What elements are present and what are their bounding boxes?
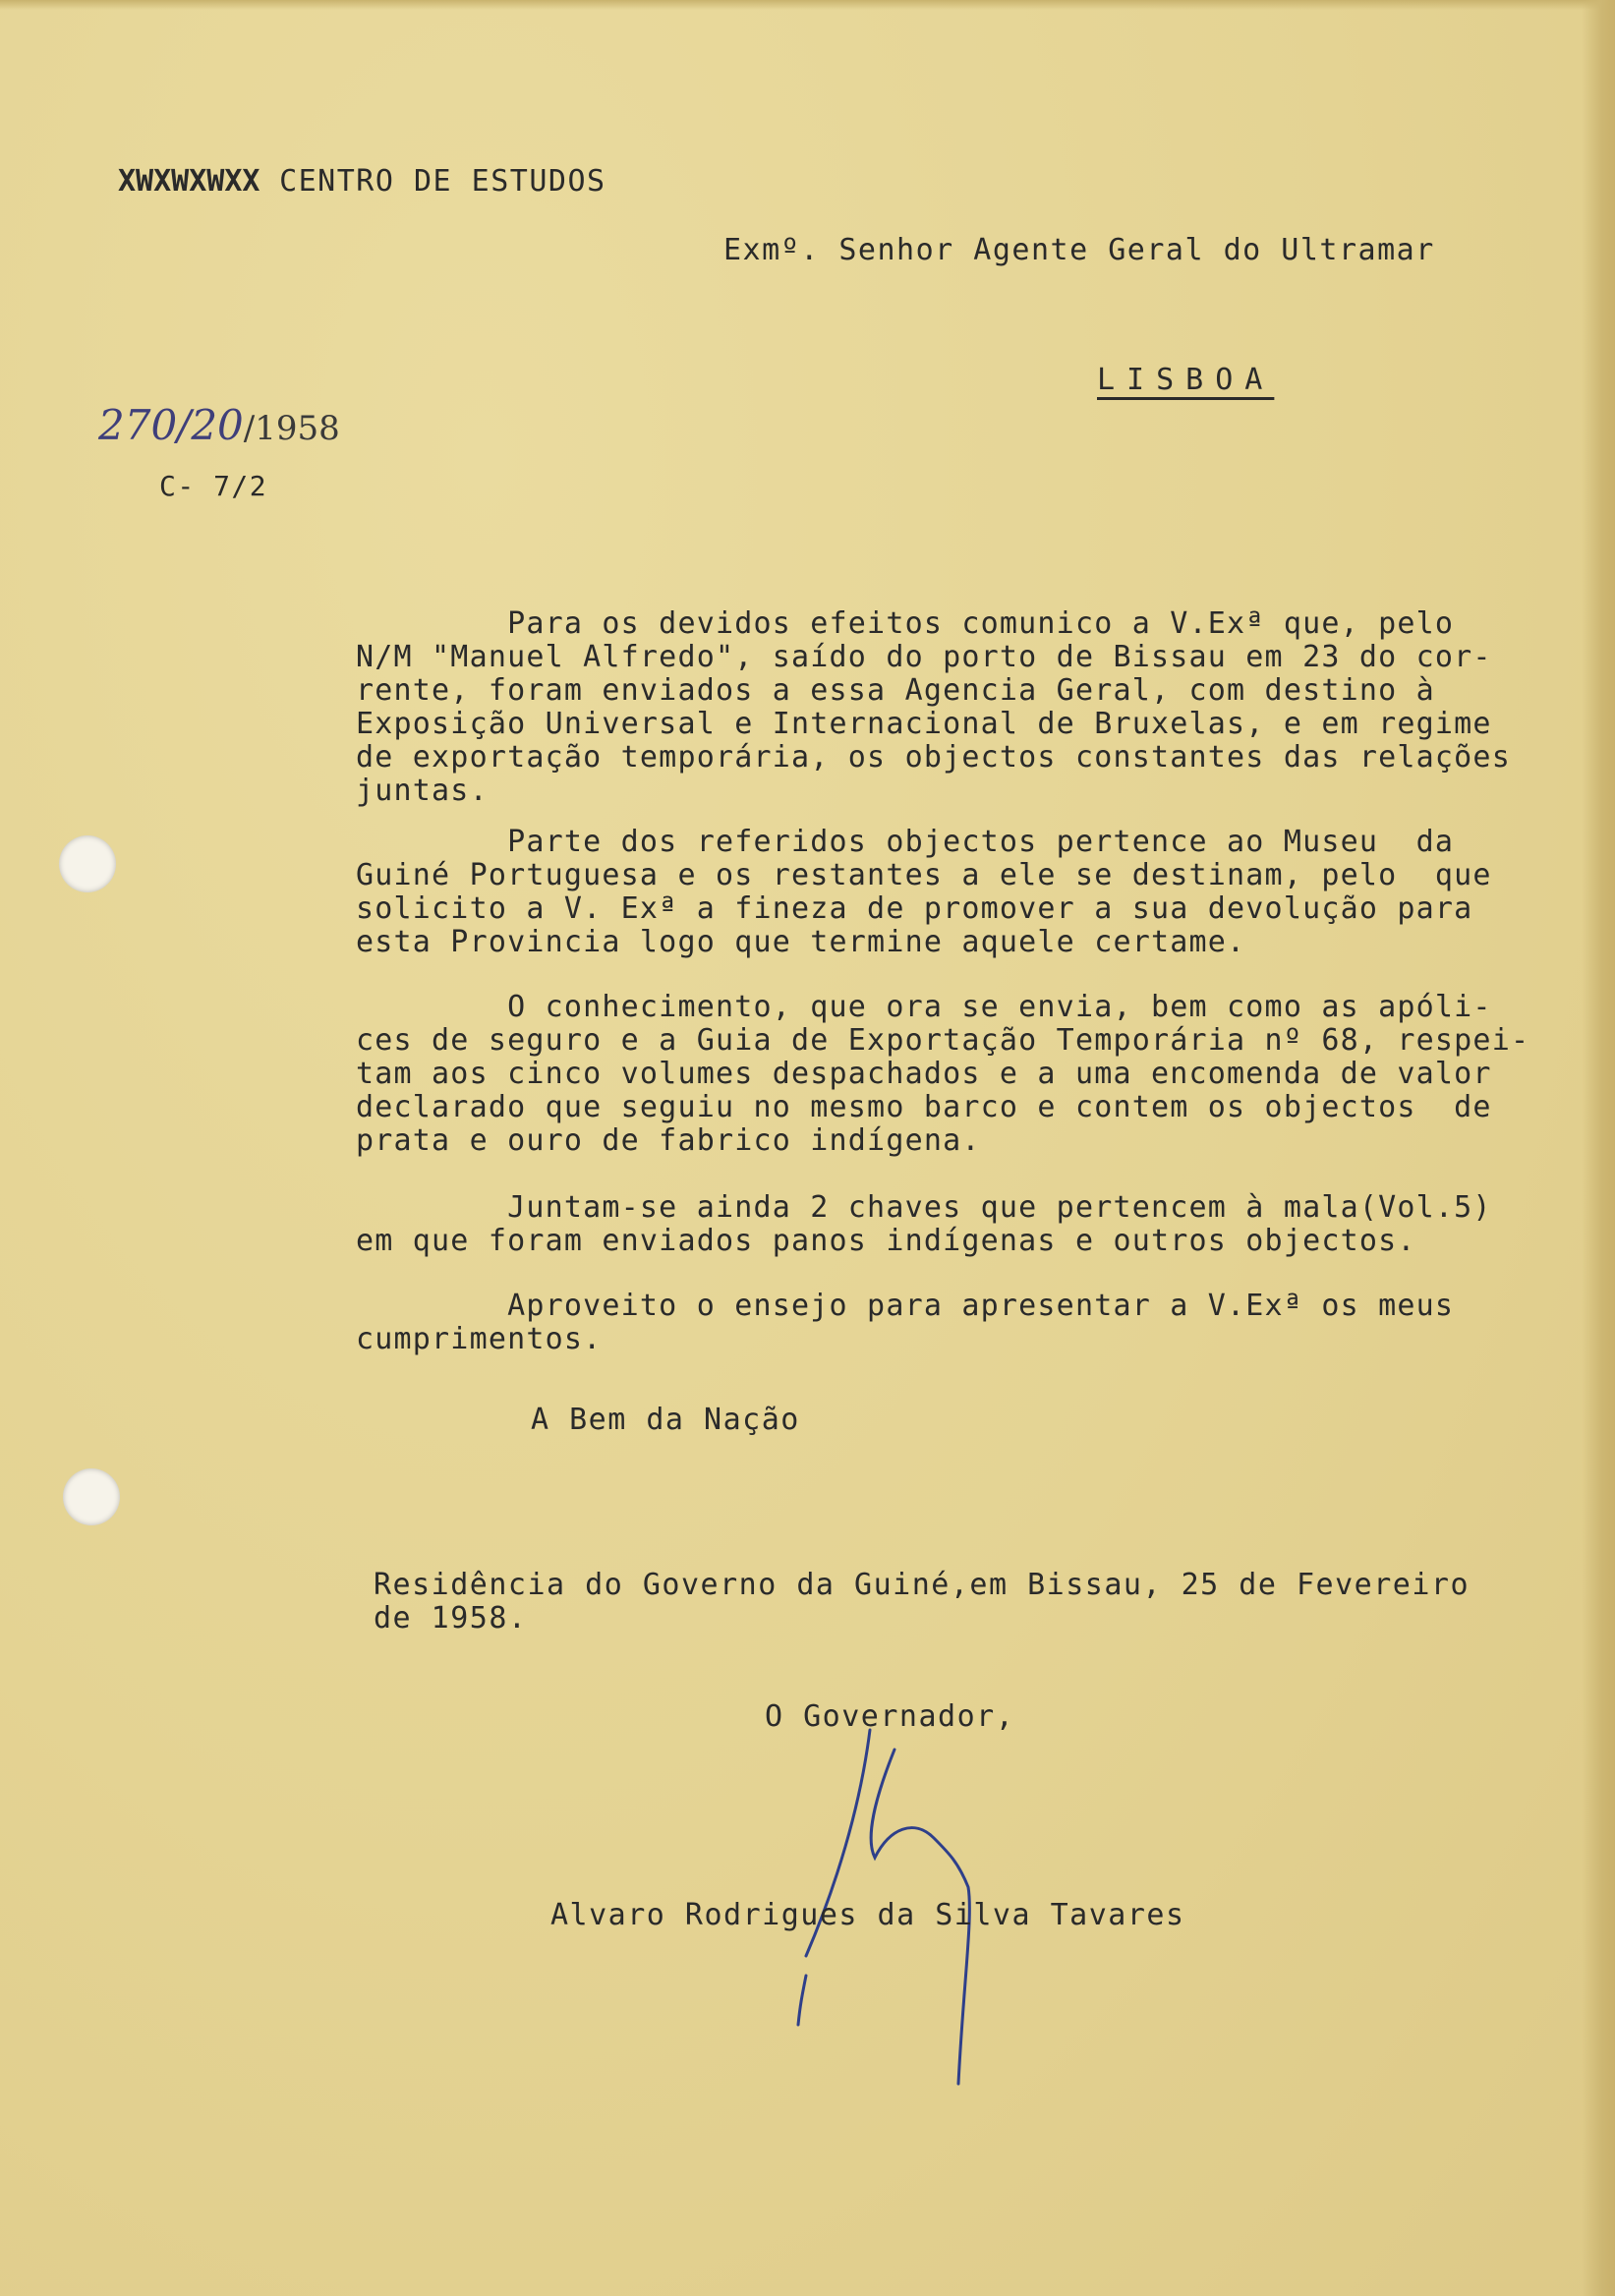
paragraph-5: Aproveito o ensejo para apresentar a V.Exª os meus cumprimentos. — [356, 1289, 1455, 1356]
paragraph-3: O conhecimento, que ora se envia, bem como as apóli- ces de seguro e a Guia de Exportação Temporária nº 68, respei- tam aos cinco volumes despachados e a uma encomenda de valor declarado que seguiu no mesmo barco e contem os objectos de prata e ouro de fabrico indígena. — [356, 990, 1530, 1158]
handwritten-reference: 270/20 — [98, 401, 244, 449]
organization-name: CENTRO DE ESTUDOS — [279, 164, 606, 199]
organization-heading — [118, 165, 606, 199]
handwritten-signature — [767, 1691, 1062, 2103]
closing-salutation: A Bem da Nação — [531, 1403, 800, 1437]
punch-hole-lower — [63, 1468, 120, 1525]
paper-edge-top — [0, 0, 1615, 10]
paragraph-4: Juntam-se ainda 2 chaves que pertencem à mala(Vol.5) em que foram enviados panos indígenas e outros objectos. — [356, 1190, 1492, 1258]
paper-edge-right — [1582, 0, 1615, 2296]
destination-city: LISBOA — [1097, 363, 1275, 397]
struck-out-text: XWXWXWXX — [118, 164, 260, 199]
paragraph-2: Parte dos referidos objectos pertence ao Museu da Guiné Portuguesa e os restantes a ele se destinam, pelo que solicito a V. Exª a fineza de promover a sua devolução para esta Provincia logo que termine aquele certame. — [356, 825, 1492, 959]
addressee-line: Exmº. Senhor Agente Geral do Ultramar — [723, 233, 1435, 267]
place-and-date: Residência do Governo da Guiné,em Bissau, 25 de Fevereiro de 1958. — [374, 1568, 1471, 1636]
reference-code: C- 7/2 — [159, 470, 268, 502]
reference-number — [98, 401, 340, 449]
signer-name: Alvaro Rodrigues da Silva Tavares — [550, 1898, 1185, 1932]
paragraph-1: Para os devidos efeitos comunico a V.Exª que, pelo N/M "Manuel Alfredo", saído do porto de Bissau em 23 do cor- rente, foram enviados a essa Agencia Geral, com destino à Exposição Universal e Internacional de Bruxelas, e em regime de exportação temporária, os objectos constantes das relações juntas. — [356, 606, 1511, 808]
signer-title: O Governador, — [765, 1699, 1015, 1734]
punch-hole-upper — [59, 835, 116, 892]
reference-year: /1958 — [243, 409, 340, 448]
